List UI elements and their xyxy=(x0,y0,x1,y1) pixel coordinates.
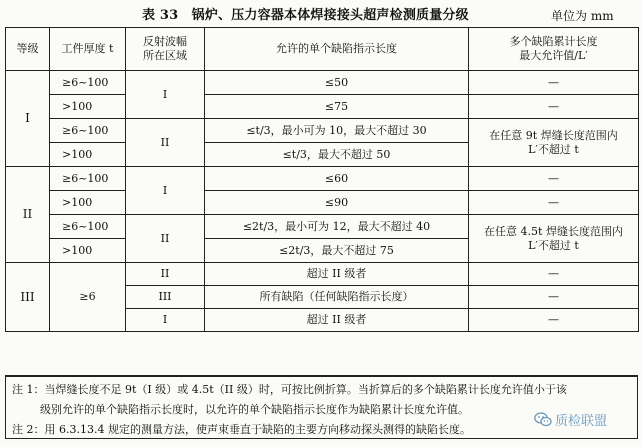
cumulative-cell: — xyxy=(469,309,639,332)
cumulative-cell: — xyxy=(469,263,639,286)
table-row xyxy=(6,119,639,143)
table-row xyxy=(6,215,639,239)
unit-label: 单位为 mm xyxy=(551,9,614,23)
thickness-cell: >100 xyxy=(50,143,126,167)
header-row xyxy=(6,28,639,71)
note-1-line-2: 级别允许的单个缺陷指示长度时，以允许的单个缺陷指示长度作为缺陷累计长度允许值。 xyxy=(40,403,469,416)
cumulative-cell: 在任意 4.5t 焊缝长度范围内 L′不超过 t xyxy=(469,215,639,263)
single-length-cell: ≤50 xyxy=(205,71,469,95)
watermark-text: 质检联盟 xyxy=(555,414,608,429)
single-length-cell: ≤t/3，最小可为 10，最大不超过 30 xyxy=(205,119,469,143)
quality-grading-table xyxy=(5,27,639,332)
region-cell: II xyxy=(126,119,205,167)
cumulative-cell: 在任意 9t 焊缝长度范围内 L′不超过 t xyxy=(469,119,639,167)
table-row xyxy=(6,167,639,191)
thickness-cell: ≥6~100 xyxy=(50,167,126,191)
region-cell: I xyxy=(126,309,205,332)
thickness-cell: >100 xyxy=(50,95,126,119)
region-cell: I xyxy=(126,71,205,119)
region-cell: III xyxy=(126,286,205,309)
header-region: 反射波幅 所在区域 xyxy=(126,28,205,71)
region-cell: I xyxy=(126,167,205,215)
single-length-cell: ≤2t/3，最小可为 12，最大不超过 40 xyxy=(205,215,469,239)
wechat-icon xyxy=(534,412,552,427)
single-length-cell: ≤60 xyxy=(205,167,469,191)
note-1-line-1: 注 1：当焊缝长度不足 9t（I 级）或 4.5t（II 级）时，可按比例折算。当折算后的多个缺陷累计长度允许值小于该 xyxy=(12,383,567,396)
single-length-cell: ≤90 xyxy=(205,191,469,215)
level-cell: II xyxy=(6,167,50,263)
region-cell: II xyxy=(126,263,205,286)
thickness-cell: ≥6~100 xyxy=(50,215,126,239)
thickness-cell: ≥6~100 xyxy=(50,119,126,143)
thickness-cell: >100 xyxy=(50,191,126,215)
cumulative-cell: — xyxy=(469,71,639,95)
header-cumulative-length: 多个缺陷累计长度 最大允许值/L′ xyxy=(469,28,639,71)
header-level: 等级 xyxy=(6,28,50,71)
cumulative-cell: — xyxy=(469,167,639,191)
table-row xyxy=(6,95,639,119)
region-cell: II xyxy=(126,215,205,263)
level-cell: III xyxy=(6,263,50,332)
thickness-cell: ≥6 xyxy=(50,263,126,332)
single-length-cell: ≤75 xyxy=(205,95,469,119)
header-single-length: 允许的单个缺陷指示长度 xyxy=(205,28,469,71)
table-row xyxy=(6,71,639,95)
table-row xyxy=(6,263,639,286)
table-row xyxy=(6,191,639,215)
table-title-text: 表 33 锅炉、压力容器本体焊接接头超声检测质量分级 xyxy=(142,8,469,23)
table-title xyxy=(0,5,643,27)
cumulative-cell: — xyxy=(469,286,639,309)
thickness-cell: ≥6~100 xyxy=(50,71,126,95)
note-2: 注 2：用 6.3.13.4 规定的测量方法，使声束垂直于缺陷的主要方向移动探头测得的缺陷长度。 xyxy=(12,423,471,436)
level-cell: I xyxy=(6,71,50,167)
header-thickness: 工件厚度 t xyxy=(50,28,126,71)
watermark xyxy=(534,410,607,429)
single-length-cell: 超过 II 级者 xyxy=(205,263,469,286)
table-notes xyxy=(5,375,638,439)
cumulative-cell: — xyxy=(469,191,639,215)
cumulative-cell: — xyxy=(469,95,639,119)
thickness-cell: >100 xyxy=(50,239,126,263)
single-length-cell: 所有缺陷（任何缺陷指示长度） xyxy=(205,286,469,309)
single-length-cell: ≤t/3，最大不超过 50 xyxy=(205,143,469,167)
single-length-cell: ≤2t/3，最大不超过 75 xyxy=(205,239,469,263)
single-length-cell: 超过 II 级者 xyxy=(205,309,469,332)
